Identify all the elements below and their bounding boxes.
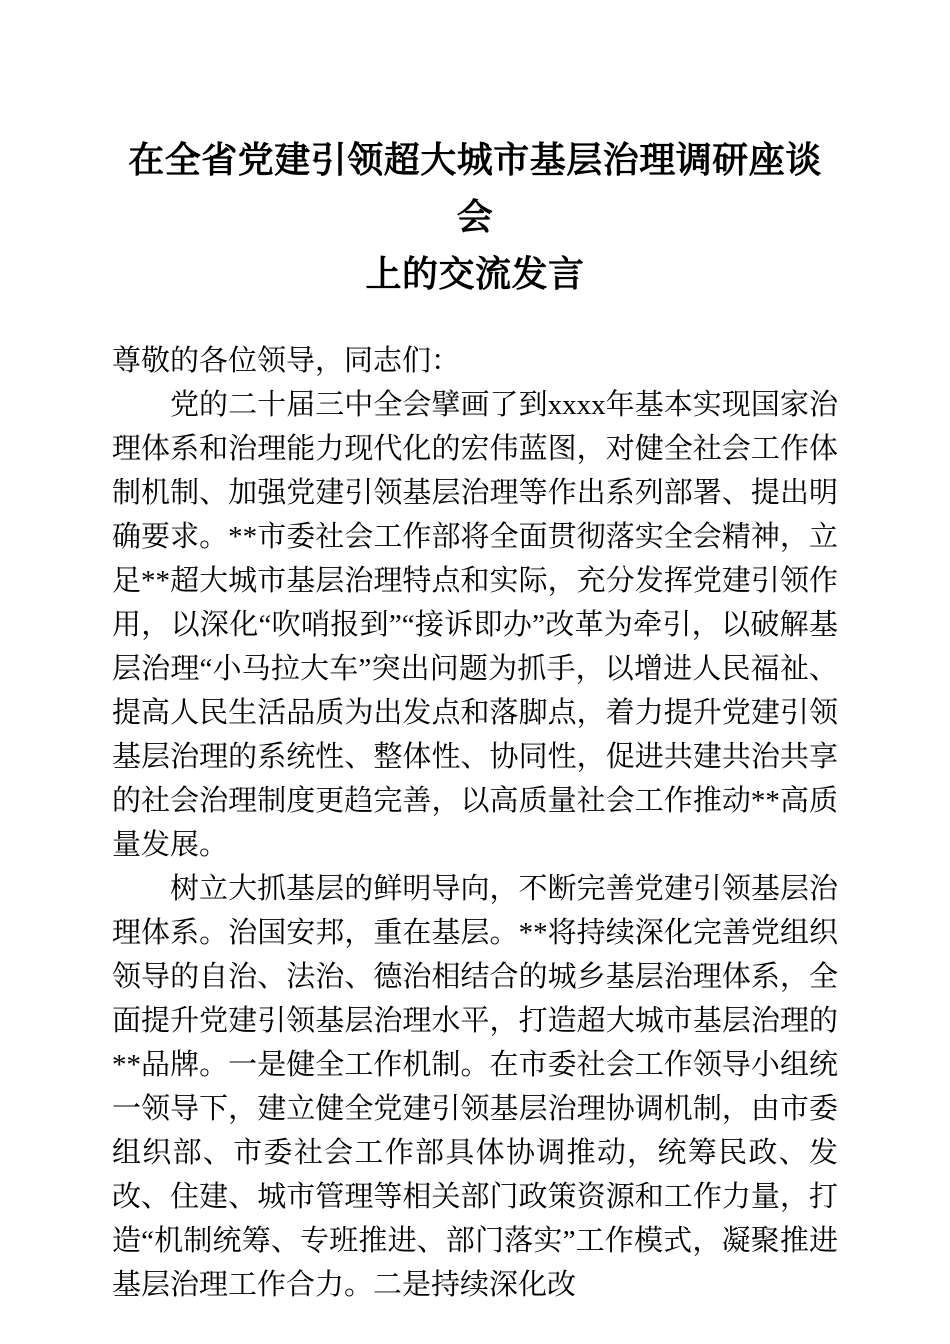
document-body bbox=[112, 339, 838, 1307]
document-title bbox=[112, 132, 838, 303]
document-title-line-1: 在全省党建引领超大城市基层治理调研座谈会 bbox=[128, 140, 822, 237]
document-title-line-2: 上的交流发言 bbox=[365, 254, 585, 294]
paragraph-2: 树立大抓基层的鲜明导向，不断完善党建引领基层治理体系。治国安邦，重在基层。**将持续深化完善党组织领导的自治、法治、德治相结合的城乡基层治理体系，全面提升党建引领基层治理水平，打造超大城市基层治理的**品牌。一是健全工作机制。在市委社会工作领导小组统一领导下，建立健全党建引领基层治理协调机制，由市委组织部、市委社会工作部具体协调推动，统筹民政、发改、住建、城市管理等相关部门政策资源和工作力量，打造“机制统筹、专班推进、部门落实”工作模式，凝聚推进基层治理工作合力。二是持续深化改 bbox=[112, 873, 838, 1301]
salutation-line: 尊敬的各位领导，同志们： bbox=[112, 345, 461, 377]
paragraph-1: 党的二十届三中全会擘画了到xxxx年基本实现国家治理体系和治理能力现代化的宏伟蓝图，对健全社会工作体制机制、加强党建引领基层治理等作出系列部署、提出明确要求。**市委社会工作部将全面贯彻落实全会精神，立足**超大城市基层治理特点和实际，充分发挥党建引领作用，以深化“吹哨报到”“接诉即办”改革为牵引，以破解基层治理“小马拉大车”突出问题为抓手，以增进人民福祉、提高人民生活品质为出发点和落脚点，着力提升党建引领基层治理的系统性、整体性、协同性，促进共建共治共享的社会治理制度更趋完善，以高质量社会工作推动**高质量发展。 bbox=[112, 389, 838, 861]
